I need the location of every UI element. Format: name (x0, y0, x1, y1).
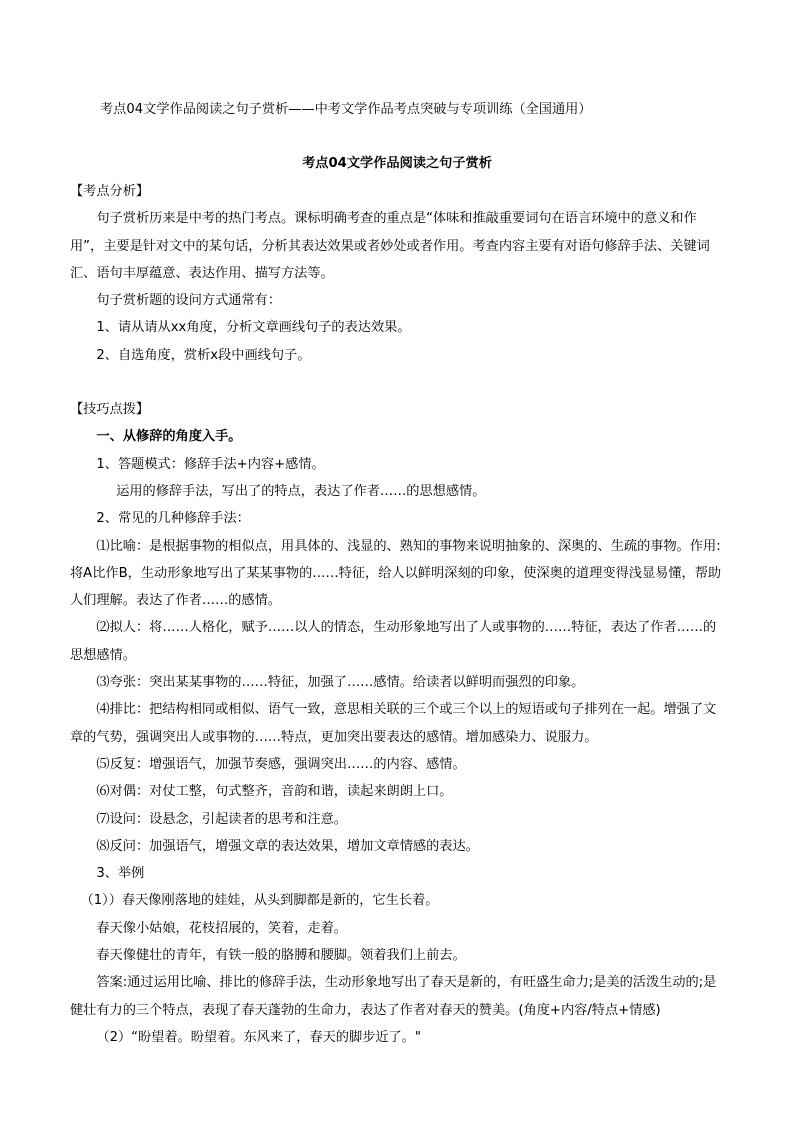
rhetoric-exaggeration: ⑶夸张：突出某某事物的……特征，加强了……感情。给读者以鲜明而强烈的印象。 (96, 675, 585, 691)
example-2-line-1: （2）“盼望着。盼望着。东风来了，春天的脚步近了。" (96, 1029, 421, 1045)
section-spacer (70, 369, 728, 396)
answer-mode-text: 运用的修辞手法，写出了的特点，表达了作者……的思想感情。 (116, 483, 486, 499)
analysis-paragraph-2: 句子赏析题的设问方式通常有： (96, 293, 282, 309)
rhetoric-parallelism: ⑷排比：把结构相同或相似、语气一致，意思相关联的三个或三个以上的短语或句子排列在一起。增强了文章的气势，强调突出人或事物的……特点，更加突出要表达的感情。增加感染力、说服力。 (70, 702, 717, 745)
rhetoric-counter-question: ⑻反问：加强语气，增强文章的表达效果，增加文章情感的表达。 (96, 838, 479, 854)
rhetoric-metaphor: ⑴比喻：是根据事物的相似点，用具体的、浅显的、熟知的事物来说明抽象的、深奥的、生疏的事物。作用:将A比作B，生动形象地写出了某某事物的……特征，给人以鲜明深刻的印象，使深奥的道理变得浅显易懂，帮助人们理解。表达了作者……的感情。 (70, 538, 722, 609)
rhetoric-rhetorical-question: ⑺设问：设悬念，引起读者的思考和注意。 (96, 811, 347, 827)
example-1-line-3: 春天像健壮的青年，有铁一般的胳膊和腰脚。领着我们上前去。 (96, 948, 466, 964)
analysis-paragraph-1: 句子赏析历来是中考的热门考点。课标明确考查的重点是“体味和推敲重要词句在语言环境中的意义和作用”，主要是针对文中的某句话，分析其表达效果或者妙处或者作用。考查内容主要有对语句修辞手法、关键词汇、语句丰厚蕴意、表达作用、描写方法等。 (70, 211, 710, 281)
tips-section-1-heading: 一、从修辞的角度入手。 (96, 429, 242, 445)
example-title: 3、举例 (96, 866, 145, 882)
tips-heading: 【技巧点拨】 (70, 402, 150, 418)
rhetoric-antithesis: ⑹对偶：对仗工整，句式整齐，音韵和谐，读起来朗朗上口。 (96, 784, 453, 800)
rhetoric-repetition: ⑸反复：增强语气，加强节奏感，强调突出……的内容、感情。 (96, 756, 466, 772)
common-rhetoric-title: 2、常见的几种修辞手法： (96, 511, 250, 527)
document-title: 考点04文学作品阅读之句子赏析 (302, 156, 492, 171)
example-1-line-2: 春天像小姑娘，花枝招展的，笑着，走着。 (96, 920, 347, 936)
document-body (70, 178, 728, 1051)
example-1-line-1: （1））春天像刚落地的娃娃，从头到脚都是新的，它生长着。 (80, 893, 439, 909)
example-1-answer: 答案:通过运用比喻、排比的修辞手法，生动形象地写出了春天是新的，有旺盛生命力;是美的活泼生动的;是健壮有力的三个特点，表现了春天蓬勃的生命力，表达了作者对春天的赞美。(角度+内容/特点+情感) (70, 975, 717, 1018)
rhetoric-personification: ⑵拟人：将……人格化，赋予……以人的情态，生动形象地写出了人或事物的……特征，表达了作者……的思想感情。 (70, 620, 717, 663)
analysis-question-1: 1、请从请从xx角度，分析文章画线句子的表达效果。 (96, 320, 411, 336)
answer-mode-title: 1、答题模式：修辞手法+内容+感情。 (96, 456, 325, 472)
analysis-question-2: 2、自选角度，赏析x段中画线句子。 (96, 347, 311, 363)
analysis-heading: 【考点分析】 (70, 184, 150, 199)
document-header: 考点04文学作品阅读之句子赏析——中考文学作品考点突破与专项训练（全国通用） (100, 102, 592, 117)
